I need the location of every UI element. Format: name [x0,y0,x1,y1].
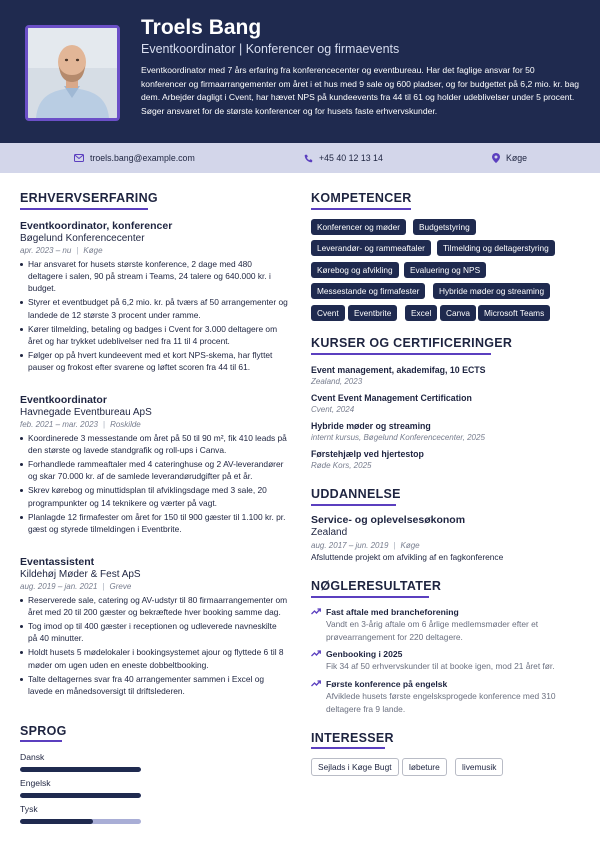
resume-header [0,0,600,143]
skill-tag: Eventbrite [348,305,397,321]
course-item [311,364,581,388]
skill-tag: Budgetstyring [413,219,476,235]
job-bullet: Følger op på hvert kundeevent med et kort NPS-skema, har flyttet pauser og frokost efter svarene og løftet scoren fra 44 til 61. [20,349,288,373]
skill-tag: Microsoft Teams [478,305,550,321]
skill-tag: Kørebog og afvikling [311,262,399,278]
job-place: Køge [83,246,103,255]
language-level-fill [20,767,141,772]
result-title: Genbooking i 2025 [326,649,403,659]
language-name: Dansk [20,752,45,762]
profile-photo [25,25,120,121]
course-item [311,448,581,472]
job-bullet: Tog imod op til 400 gæster i receptionen og udleverede navneskilte på 40 minutter. [20,620,288,644]
experience-rule [20,208,148,210]
job-meta: aug. 2019 – jan. 2021 | Greve [20,582,132,591]
trend-up-icon [311,608,321,615]
job-bullets [20,258,288,373]
experience-heading: ERHVERVSERFARING [20,191,158,205]
education-rule [311,504,396,506]
job-bullet: Talte deltagernes svar fra 40 arrangementer sammen i Excel og lavede en månedsoversigt til driftslederen. [20,673,288,697]
email-icon [74,154,84,162]
education-meta: aug. 2017 – jun. 2019 | Køge [311,541,420,550]
contact-phone[interactable] [304,143,383,173]
education-heading: UDDANNELSE [311,487,401,501]
language-level-bar [20,819,141,824]
job-period: apr. 2023 – nu [20,246,72,255]
language-item [20,777,141,798]
job-period: aug. 2019 – jan. 2021 [20,582,98,591]
course-title: Hybride møder og streaming [311,421,431,431]
results-rule [311,596,429,598]
phone-text: +45 40 12 13 14 [319,153,383,163]
language-name: Engelsk [20,778,51,788]
course-provider: Cvent, 2024 [311,405,355,414]
course-title: Cvent Event Management Certification [311,393,472,403]
job-entry-2 [20,394,288,537]
result-item [311,606,581,643]
result-description: Afviklede husets første engelsksprogede konference med 310 deltagere fra 9 lande. [326,691,556,714]
job-bullet: Planlagde 12 firmafester om året for 150 til 900 gæster til 1.100 kr. pr. gæst og styrede tilmeldingen i Eventbrite. [20,511,288,535]
result-item [311,648,581,673]
job-company: Kildehøj Møder & Fest ApS [20,569,141,580]
candidate-title: Eventkoordinator | Konferencer og firmaevents [141,42,400,56]
result-description: Vandt en 3-årig aftale om 6 årlige medlemsmøder efter et prøvearrangement for 220 deltagere. [326,619,539,642]
skills-heading: KOMPETENCER [311,191,412,205]
job-place: Greve [109,582,132,591]
result-description: Fik 34 af 50 erhvervskunder til at booke igen, mod 21 året før. [326,661,555,671]
interest-tag: løbeture [402,758,447,776]
profile-summary: Eventkoordinator med 7 års erfaring fra konferencecenter og eventbureau. Har det faglige ansvar for 50 konferencer og firmaarrangementer om året i et hus med 9 sale og 600 pladser, og for budgettet på 6,2 mio. kr. bag dem. Arbejder dagligt i Cvent, har hævet NPS på kundeevents fra 44 til 61 og holder udeblivelser under 5 procent. Søger ansvaret for de største konferencer og for husets faste erhvervskunder. [141,65,580,116]
phone-icon [304,154,313,163]
course-provider: Røde Kors, 2025 [311,461,372,470]
contact-location [492,143,527,173]
skill-tag: Tilmelding og deltagerstyring [437,240,555,256]
job-entry-3 [20,556,288,699]
courses-rule [311,353,491,355]
courses-heading: KURSER OG CERTIFICERINGER [311,336,513,350]
languages-heading: SPROG [20,724,67,738]
job-bullets [20,594,288,697]
job-bullet: Har ansvaret for husets største konference, 2 dage med 480 deltagere i salen, 90 på stream i Teams, 24 talere og 640.000 kr. i budget. [20,258,288,295]
skill-tag: Evaluering og NPS [404,262,486,278]
skill-tag: Hybride møder og streaming [433,283,550,299]
language-item [20,751,141,772]
interests-rule [311,747,385,749]
job-company: Havnegade Eventbureau ApS [20,407,152,418]
job-place: Roskilde [110,420,141,429]
job-bullets [20,432,288,535]
contact-email[interactable] [74,143,195,173]
interest-tag: Sejlads i Køge Bugt [311,758,399,776]
avatar-illustration [28,28,117,118]
language-name: Tysk [20,804,38,814]
job-company: Bøgelund Konferencecenter [20,233,145,244]
languages-rule [20,740,62,742]
language-level-bar [20,793,141,798]
job-bullet: Skrev kørebog og minuttidsplan til afviklingsdage med 3 sale, 20 programpunkter og 14 teknikere og værter på vagt. [20,484,288,508]
interests-heading: INTERESSER [311,731,394,745]
degree-title: Service- og oplevelsesøkonom [311,514,466,526]
job-meta: apr. 2023 – nu | Køge [20,246,103,255]
email-text: troels.bang@example.com [90,153,195,163]
job-period: feb. 2021 – mar. 2023 [20,420,98,429]
location-pin-icon [492,153,500,163]
results-heading: NØGLERESULTATER [311,579,442,593]
course-item [311,420,581,444]
job-bullet: Koordinerede 3 messestande om året på 50 til 90 m², fik 410 leads på den største og lavede standgrafik og roll-ups i Canva. [20,432,288,456]
course-item [311,392,581,416]
skill-tag: Leverandør- og rammeaftaler [311,240,431,256]
job-bullet: Reserverede sale, catering og AV-udstyr til 80 firmaarrangementer om året med 20 til 200 gæster og bekræftede hver booking samme dag. [20,594,288,618]
job-bullet: Kører tilmelding, betaling og badges i Cvent for 3.000 deltagere om året og har trykket udeblivelser ned fra 11 til 4 procent. [20,323,288,347]
job-bullet: Forhandlede rammeaftaler med 4 cateringhuse og 2 AV-leverandører og skar 70.000 kr. af de samlede leverandørudgifter på et år. [20,458,288,482]
skill-tag: Canva [440,305,476,321]
course-provider: internt kursus, Bøgelund Konferencecenter, 2025 [311,433,485,442]
skill-tag: Konferencer og møder [311,219,406,235]
skill-tag: Cvent [311,305,345,321]
skills-rule [311,208,411,210]
job-title: Eventassistent [20,556,95,568]
candidate-name: Troels Bang [141,16,262,39]
job-meta: feb. 2021 – mar. 2023 | Roskilde [20,420,141,429]
course-title: Event management, akademifag, 10 ECTS [311,365,486,375]
job-title: Eventkoordinator, konferencer [20,220,173,232]
job-bullet: Holdt husets 5 mødelokaler i bookingsystemet ajour og flyttede 6 til 8 møder om ugen uden en eneste dobbeltbooking. [20,646,288,670]
course-title: Førstehjælp ved hjertestop [311,449,424,459]
trend-up-icon [311,650,321,657]
interest-tag: livemusik [455,758,503,776]
education-place: Køge [400,541,420,550]
contact-bar [0,143,600,173]
skill-tag: Messestande og firmafester [311,283,425,299]
location-text: Køge [506,153,528,163]
language-level-fill [20,819,93,824]
school-name: Zealand [311,527,348,538]
job-title: Eventkoordinator [20,394,107,406]
language-item [20,803,141,824]
language-level-fill [20,793,141,798]
education-description: Afsluttende projekt om afvikling af en fagkonference [311,552,504,562]
education-period: aug. 2017 – jun. 2019 [311,541,389,550]
result-title: Første konference på engelsk [326,679,448,689]
job-entry-1 [20,220,288,375]
result-item [311,678,581,715]
skill-tag: Excel [405,305,437,321]
trend-up-icon [311,680,321,687]
education-entry [311,514,581,563]
job-bullet: Styrer et eventbudget på 6,2 mio. kr. på tværs af 50 arrangementer og landede de 12 største 3 procent under ramme. [20,296,288,320]
course-provider: Zealand, 2023 [311,377,363,386]
result-title: Fast aftale med brancheforening [326,607,459,617]
language-level-bar [20,767,141,772]
